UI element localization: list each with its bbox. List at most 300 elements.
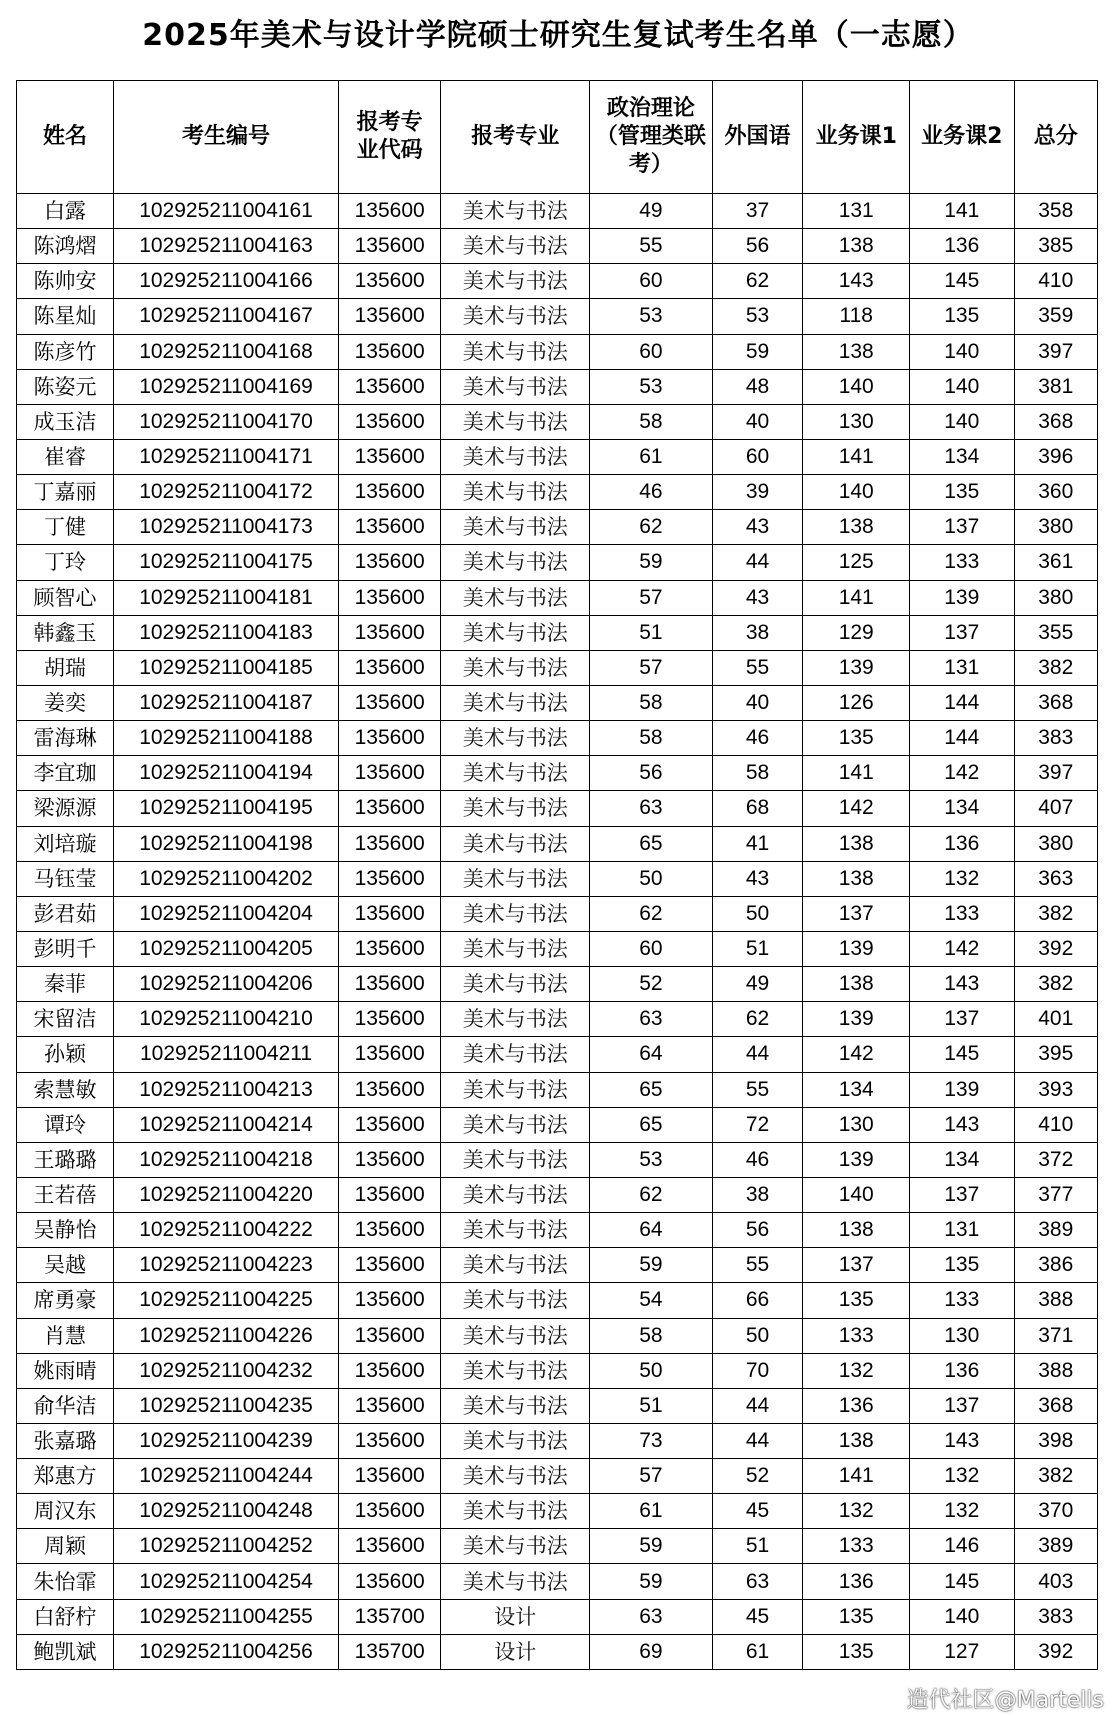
cell-course-2: 131 — [910, 650, 1015, 685]
cell-politics: 59 — [590, 1564, 712, 1599]
cell-major-code: 135600 — [338, 1353, 440, 1388]
table-row — [17, 510, 1098, 545]
cell-course-2: 133 — [910, 1283, 1015, 1318]
cell-total: 380 — [1014, 580, 1097, 615]
cell-major: 美术与书法 — [441, 1494, 590, 1529]
cell-course-2: 142 — [910, 756, 1015, 791]
cell-course-1: 139 — [803, 931, 910, 966]
cell-course-1: 133 — [803, 1318, 910, 1353]
cell-course-2: 132 — [910, 861, 1015, 896]
cell-major: 美术与书法 — [441, 1037, 590, 1072]
cell-foreign-language: 63 — [712, 1564, 803, 1599]
cell-course-1: 125 — [803, 545, 910, 580]
cell-exam-id: 102925211004248 — [114, 1494, 339, 1529]
cell-foreign-language: 43 — [712, 580, 803, 615]
cell-total: 368 — [1014, 1388, 1097, 1423]
cell-foreign-language: 55 — [712, 650, 803, 685]
cell-major-code: 135600 — [338, 1494, 440, 1529]
cell-course-1: 129 — [803, 615, 910, 650]
table-row — [17, 1283, 1098, 1318]
cell-name: 韩鑫玉 — [17, 615, 114, 650]
cell-foreign-language: 52 — [712, 1459, 803, 1494]
cell-exam-id: 102925211004206 — [114, 967, 339, 1002]
cell-course-1: 133 — [803, 1529, 910, 1564]
cell-course-1: 130 — [803, 1107, 910, 1142]
cell-total: 392 — [1014, 1634, 1097, 1669]
cell-politics: 58 — [590, 721, 712, 756]
cell-politics: 61 — [590, 439, 712, 474]
cell-politics: 62 — [590, 896, 712, 931]
table-row — [17, 931, 1098, 966]
table-row — [17, 1599, 1098, 1634]
cell-politics: 50 — [590, 1353, 712, 1388]
table-row — [17, 299, 1098, 334]
cell-name: 陈星灿 — [17, 299, 114, 334]
cell-exam-id: 102925211004194 — [114, 756, 339, 791]
cell-course-2: 134 — [910, 791, 1015, 826]
cell-name: 周汉东 — [17, 1494, 114, 1529]
cell-foreign-language: 50 — [712, 896, 803, 931]
cell-exam-id: 102925211004172 — [114, 475, 339, 510]
cell-major: 设计 — [441, 1634, 590, 1669]
cell-major: 美术与书法 — [441, 580, 590, 615]
cell-major-code: 135600 — [338, 580, 440, 615]
cell-major: 设计 — [441, 1599, 590, 1634]
cell-major-code: 135600 — [338, 791, 440, 826]
cell-foreign-language: 38 — [712, 1177, 803, 1212]
cell-major: 美术与书法 — [441, 229, 590, 264]
cell-total: 372 — [1014, 1142, 1097, 1177]
cell-course-2: 143 — [910, 967, 1015, 1002]
header-foreign-language: 外国语 — [712, 81, 803, 194]
cell-course-2: 143 — [910, 1107, 1015, 1142]
cell-foreign-language: 72 — [712, 1107, 803, 1142]
cell-major: 美术与书法 — [441, 1353, 590, 1388]
cell-major: 美术与书法 — [441, 756, 590, 791]
cell-course-2: 134 — [910, 439, 1015, 474]
cell-total: 380 — [1014, 826, 1097, 861]
header-name: 姓名 — [17, 81, 114, 194]
cell-name: 成玉洁 — [17, 404, 114, 439]
cell-foreign-language: 44 — [712, 545, 803, 580]
table-row — [17, 1037, 1098, 1072]
cell-foreign-language: 44 — [712, 1423, 803, 1458]
cell-course-1: 138 — [803, 1423, 910, 1458]
table-row — [17, 685, 1098, 720]
cell-course-2: 133 — [910, 896, 1015, 931]
cell-major-code: 135600 — [338, 931, 440, 966]
cell-course-2: 136 — [910, 826, 1015, 861]
cell-major: 美术与书法 — [441, 1142, 590, 1177]
cell-exam-id: 102925211004168 — [114, 334, 339, 369]
cell-course-2: 135 — [910, 1248, 1015, 1283]
cell-course-1: 138 — [803, 861, 910, 896]
cell-name: 姜奕 — [17, 685, 114, 720]
cell-course-2: 140 — [910, 334, 1015, 369]
cell-exam-id: 102925211004218 — [114, 1142, 339, 1177]
cell-total: 371 — [1014, 1318, 1097, 1353]
cell-course-2: 136 — [910, 1353, 1015, 1388]
cell-name: 刘培璇 — [17, 826, 114, 861]
cell-total: 389 — [1014, 1529, 1097, 1564]
cell-foreign-language: 61 — [712, 1634, 803, 1669]
table-row — [17, 334, 1098, 369]
cell-course-1: 141 — [803, 580, 910, 615]
cell-politics: 59 — [590, 545, 712, 580]
cell-total: 395 — [1014, 1037, 1097, 1072]
cell-course-1: 142 — [803, 791, 910, 826]
cell-name: 谭玲 — [17, 1107, 114, 1142]
table-row — [17, 404, 1098, 439]
cell-major-code: 135600 — [338, 1072, 440, 1107]
cell-course-2: 139 — [910, 580, 1015, 615]
cell-exam-id: 102925211004187 — [114, 685, 339, 720]
cell-foreign-language: 56 — [712, 1213, 803, 1248]
table-row — [17, 1634, 1098, 1669]
cell-major-code: 135600 — [338, 439, 440, 474]
cell-major: 美术与书法 — [441, 194, 590, 229]
cell-politics: 60 — [590, 264, 712, 299]
cell-major-code: 135600 — [338, 650, 440, 685]
cell-major-code: 135600 — [338, 1564, 440, 1599]
cell-course-1: 141 — [803, 1459, 910, 1494]
table-row — [17, 826, 1098, 861]
cell-exam-id: 102925211004204 — [114, 896, 339, 931]
cell-major-code: 135600 — [338, 1107, 440, 1142]
table-row — [17, 1142, 1098, 1177]
cell-major: 美术与书法 — [441, 439, 590, 474]
cell-politics: 69 — [590, 1634, 712, 1669]
cell-course-1: 139 — [803, 1002, 910, 1037]
cell-name: 朱怡霏 — [17, 1564, 114, 1599]
cell-major-code: 135600 — [338, 1248, 440, 1283]
cell-course-1: 138 — [803, 1213, 910, 1248]
cell-politics: 62 — [590, 510, 712, 545]
cell-exam-id: 102925211004213 — [114, 1072, 339, 1107]
header-exam-id: 考生编号 — [114, 81, 339, 194]
cell-name: 顾智心 — [17, 580, 114, 615]
cell-exam-id: 102925211004169 — [114, 369, 339, 404]
cell-major-code: 135600 — [338, 1142, 440, 1177]
cell-course-2: 136 — [910, 229, 1015, 264]
cell-foreign-language: 40 — [712, 404, 803, 439]
cell-exam-id: 102925211004181 — [114, 580, 339, 615]
cell-politics: 56 — [590, 756, 712, 791]
cell-politics: 64 — [590, 1037, 712, 1072]
cell-name: 张嘉璐 — [17, 1423, 114, 1458]
cell-major: 美术与书法 — [441, 931, 590, 966]
cell-major: 美术与书法 — [441, 1318, 590, 1353]
cell-exam-id: 102925211004235 — [114, 1388, 339, 1423]
table-row — [17, 650, 1098, 685]
cell-name: 丁健 — [17, 510, 114, 545]
cell-foreign-language: 49 — [712, 967, 803, 1002]
table-row — [17, 896, 1098, 931]
cell-politics: 53 — [590, 299, 712, 334]
cell-exam-id: 102925211004183 — [114, 615, 339, 650]
cell-foreign-language: 43 — [712, 510, 803, 545]
cell-foreign-language: 55 — [712, 1248, 803, 1283]
cell-total: 368 — [1014, 404, 1097, 439]
cell-course-1: 126 — [803, 685, 910, 720]
cell-major: 美术与书法 — [441, 1529, 590, 1564]
cell-foreign-language: 45 — [712, 1494, 803, 1529]
cell-course-2: 144 — [910, 685, 1015, 720]
cell-name: 陈帅安 — [17, 264, 114, 299]
cell-exam-id: 102925211004195 — [114, 791, 339, 826]
cell-name: 李宜珈 — [17, 756, 114, 791]
cell-foreign-language: 40 — [712, 685, 803, 720]
table-row — [17, 756, 1098, 791]
cell-major-code: 135600 — [338, 967, 440, 1002]
cell-exam-id: 102925211004244 — [114, 1459, 339, 1494]
cell-exam-id: 102925211004214 — [114, 1107, 339, 1142]
cell-exam-id: 102925211004222 — [114, 1213, 339, 1248]
table-row — [17, 791, 1098, 826]
cell-total: 410 — [1014, 264, 1097, 299]
cell-name: 彭明千 — [17, 931, 114, 966]
cell-name: 胡瑞 — [17, 650, 114, 685]
table-row — [17, 1564, 1098, 1599]
cell-course-2: 145 — [910, 264, 1015, 299]
cell-foreign-language: 59 — [712, 334, 803, 369]
cell-foreign-language: 37 — [712, 194, 803, 229]
cell-total: 386 — [1014, 1248, 1097, 1283]
cell-politics: 51 — [590, 615, 712, 650]
cell-politics: 51 — [590, 1388, 712, 1423]
cell-major-code: 135600 — [338, 1318, 440, 1353]
cell-major-code: 135700 — [338, 1599, 440, 1634]
cell-course-1: 138 — [803, 967, 910, 1002]
cell-major: 美术与书法 — [441, 1248, 590, 1283]
cell-foreign-language: 56 — [712, 229, 803, 264]
table-row — [17, 1494, 1098, 1529]
cell-total: 363 — [1014, 861, 1097, 896]
cell-total: 360 — [1014, 475, 1097, 510]
table-row — [17, 615, 1098, 650]
cell-politics: 59 — [590, 1248, 712, 1283]
cell-politics: 55 — [590, 229, 712, 264]
cell-politics: 57 — [590, 580, 712, 615]
cell-major-code: 135600 — [338, 545, 440, 580]
table-row — [17, 229, 1098, 264]
cell-total: 392 — [1014, 931, 1097, 966]
table-row — [17, 475, 1098, 510]
cell-course-2: 139 — [910, 1072, 1015, 1107]
cell-major-code: 135600 — [338, 1002, 440, 1037]
cell-major-code: 135600 — [338, 510, 440, 545]
cell-major-code: 135600 — [338, 334, 440, 369]
table-row — [17, 580, 1098, 615]
cell-politics: 63 — [590, 1002, 712, 1037]
cell-major: 美术与书法 — [441, 1177, 590, 1212]
cell-major-code: 135600 — [338, 1213, 440, 1248]
cell-foreign-language: 43 — [712, 861, 803, 896]
cell-foreign-language: 50 — [712, 1318, 803, 1353]
cell-major: 美术与书法 — [441, 1564, 590, 1599]
cell-course-1: 134 — [803, 1072, 910, 1107]
cell-name: 陈彦竹 — [17, 334, 114, 369]
cell-exam-id: 102925211004163 — [114, 229, 339, 264]
cell-total: 389 — [1014, 1213, 1097, 1248]
cell-course-1: 135 — [803, 721, 910, 756]
cell-foreign-language: 66 — [712, 1283, 803, 1318]
cell-major-code: 135600 — [338, 194, 440, 229]
cell-major: 美术与书法 — [441, 475, 590, 510]
cell-major-code: 135600 — [338, 685, 440, 720]
cell-total: 396 — [1014, 439, 1097, 474]
cell-major-code: 135600 — [338, 369, 440, 404]
cell-course-1: 139 — [803, 1142, 910, 1177]
cell-course-2: 140 — [910, 404, 1015, 439]
cell-name: 陈姿元 — [17, 369, 114, 404]
cell-politics: 59 — [590, 1529, 712, 1564]
cell-major: 美术与书法 — [441, 650, 590, 685]
cell-major: 美术与书法 — [441, 685, 590, 720]
table-row — [17, 439, 1098, 474]
cell-major: 美术与书法 — [441, 615, 590, 650]
cell-name: 王璐璐 — [17, 1142, 114, 1177]
cell-foreign-language: 51 — [712, 1529, 803, 1564]
cell-course-1: 138 — [803, 826, 910, 861]
cell-major-code: 135600 — [338, 1177, 440, 1212]
cell-course-1: 140 — [803, 475, 910, 510]
cell-major-code: 135600 — [338, 721, 440, 756]
cell-course-2: 142 — [910, 931, 1015, 966]
cell-foreign-language: 46 — [712, 721, 803, 756]
cell-exam-id: 102925211004256 — [114, 1634, 339, 1669]
cell-politics: 53 — [590, 369, 712, 404]
cell-major: 美术与书法 — [441, 1283, 590, 1318]
cell-name: 姚雨晴 — [17, 1353, 114, 1388]
cell-politics: 58 — [590, 1318, 712, 1353]
cell-name: 丁玲 — [17, 545, 114, 580]
cell-course-1: 135 — [803, 1283, 910, 1318]
cell-name: 宋留洁 — [17, 1002, 114, 1037]
cell-total: 397 — [1014, 756, 1097, 791]
header-major: 报考专业 — [441, 81, 590, 194]
cell-exam-id: 102925211004202 — [114, 861, 339, 896]
cell-exam-id: 102925211004171 — [114, 439, 339, 474]
cell-major-code: 135600 — [338, 475, 440, 510]
cell-exam-id: 102925211004185 — [114, 650, 339, 685]
cell-course-2: 132 — [910, 1494, 1015, 1529]
cell-course-1: 137 — [803, 896, 910, 931]
cell-course-2: 127 — [910, 1634, 1015, 1669]
cell-major-code: 135600 — [338, 264, 440, 299]
cell-total: 382 — [1014, 967, 1097, 1002]
cell-total: 381 — [1014, 369, 1097, 404]
cell-major-code: 135600 — [338, 1529, 440, 1564]
cell-exam-id: 102925211004161 — [114, 194, 339, 229]
cell-exam-id: 102925211004225 — [114, 1283, 339, 1318]
cell-course-1: 138 — [803, 334, 910, 369]
cell-course-1: 140 — [803, 369, 910, 404]
cell-foreign-language: 44 — [712, 1388, 803, 1423]
cell-exam-id: 102925211004205 — [114, 931, 339, 966]
table-row — [17, 1002, 1098, 1037]
header-course-1: 业务课1 — [803, 81, 910, 194]
cell-major: 美术与书法 — [441, 1388, 590, 1423]
cell-name: 吴静怡 — [17, 1213, 114, 1248]
cell-total: 383 — [1014, 1599, 1097, 1634]
cell-total: 385 — [1014, 229, 1097, 264]
cell-major-code: 135600 — [338, 826, 440, 861]
cell-course-2: 137 — [910, 1388, 1015, 1423]
cell-course-1: 136 — [803, 1388, 910, 1423]
cell-foreign-language: 58 — [712, 756, 803, 791]
cell-course-2: 133 — [910, 545, 1015, 580]
cell-exam-id: 102925211004166 — [114, 264, 339, 299]
cell-name: 白舒柠 — [17, 1599, 114, 1634]
cell-major: 美术与书法 — [441, 545, 590, 580]
cell-politics: 49 — [590, 194, 712, 229]
cell-name: 吴越 — [17, 1248, 114, 1283]
cell-name: 索慧敏 — [17, 1072, 114, 1107]
cell-name: 肖慧 — [17, 1318, 114, 1353]
cell-course-2: 135 — [910, 299, 1015, 334]
cell-course-1: 135 — [803, 1634, 910, 1669]
table-row — [17, 721, 1098, 756]
table-row — [17, 1529, 1098, 1564]
cell-politics: 64 — [590, 1213, 712, 1248]
cell-foreign-language: 44 — [712, 1037, 803, 1072]
cell-course-2: 131 — [910, 1213, 1015, 1248]
cell-major: 美术与书法 — [441, 791, 590, 826]
table-row — [17, 1353, 1098, 1388]
cell-major-code: 135600 — [338, 1283, 440, 1318]
cell-course-1: 142 — [803, 1037, 910, 1072]
cell-foreign-language: 39 — [712, 475, 803, 510]
cell-major: 美术与书法 — [441, 1459, 590, 1494]
cell-major: 美术与书法 — [441, 264, 590, 299]
cell-course-2: 130 — [910, 1318, 1015, 1353]
cell-course-1: 131 — [803, 194, 910, 229]
cell-politics: 63 — [590, 1599, 712, 1634]
cell-exam-id: 102925211004232 — [114, 1353, 339, 1388]
cell-exam-id: 102925211004252 — [114, 1529, 339, 1564]
cell-exam-id: 102925211004170 — [114, 404, 339, 439]
cell-course-1: 118 — [803, 299, 910, 334]
cell-total: 370 — [1014, 1494, 1097, 1529]
cell-major: 美术与书法 — [441, 510, 590, 545]
cell-name: 郑惠方 — [17, 1459, 114, 1494]
cell-course-1: 139 — [803, 650, 910, 685]
table-row — [17, 369, 1098, 404]
cell-total: 388 — [1014, 1353, 1097, 1388]
cell-total: 393 — [1014, 1072, 1097, 1107]
cell-major: 美术与书法 — [441, 896, 590, 931]
cell-course-2: 146 — [910, 1529, 1015, 1564]
cell-course-2: 143 — [910, 1423, 1015, 1458]
cell-foreign-language: 45 — [712, 1599, 803, 1634]
cell-exam-id: 102925211004254 — [114, 1564, 339, 1599]
cell-course-2: 145 — [910, 1564, 1015, 1599]
cell-total: 380 — [1014, 510, 1097, 545]
cell-name: 丁嘉丽 — [17, 475, 114, 510]
cell-name: 俞华洁 — [17, 1388, 114, 1423]
cell-total: 355 — [1014, 615, 1097, 650]
cell-major-code: 135600 — [338, 229, 440, 264]
cell-politics: 60 — [590, 334, 712, 369]
cell-course-2: 137 — [910, 1002, 1015, 1037]
cell-course-2: 137 — [910, 615, 1015, 650]
cell-major: 美术与书法 — [441, 299, 590, 334]
cell-course-2: 141 — [910, 194, 1015, 229]
cell-exam-id: 102925211004167 — [114, 299, 339, 334]
header-major-code: 报考专业代码 — [338, 81, 440, 194]
cell-course-1: 138 — [803, 229, 910, 264]
